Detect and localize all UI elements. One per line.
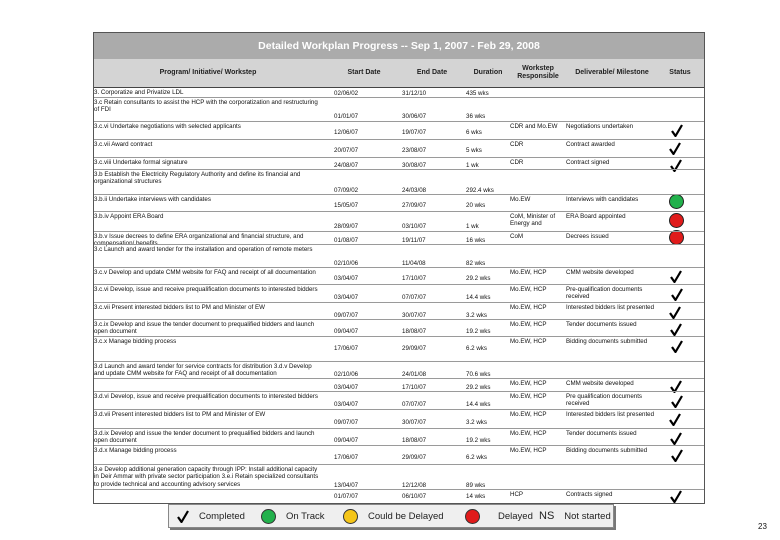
row-5-duration: 292.4 wks (466, 187, 494, 194)
row-7-program: 3.b.iv Appoint ERA Board (94, 213, 164, 220)
row-13-program: 3.c.ix Develop and issue the tender document to prequalified bidders and launch open document (94, 321, 315, 336)
row-19-program: 3.d.ix Develop and issue the tender document to prequalified bidders and launch open document (94, 430, 315, 445)
row-9-duration: 82 wks (466, 260, 486, 267)
legend-not-started (539, 505, 611, 527)
row-22-start: 01/07/07 (334, 493, 359, 500)
row-17-end: 07/07/07 (402, 401, 427, 408)
row-separator (94, 244, 704, 245)
row-4-deliverable: Contract signed (566, 159, 610, 166)
row-13-start: 09/04/07 (334, 328, 359, 335)
row-separator (94, 302, 704, 303)
row-14-end: 29/09/07 (402, 345, 427, 352)
row-6-duration: 20 wks (466, 202, 486, 209)
row-8-end: 19/11/07 (402, 237, 426, 244)
red-status-icon (669, 230, 687, 248)
row-8-deliverable: Decrees issued (566, 233, 609, 240)
red-status-icon (465, 509, 480, 524)
green-status-icon (669, 194, 687, 212)
row-7-responsible: CoM, Minister of Energy and (510, 213, 556, 228)
row-18-responsible: Mo.EW, HCP (510, 411, 547, 418)
completed-check-icon (669, 139, 687, 157)
row-6-program: 3.b.ii Undertake interviews with candidates (94, 196, 211, 203)
row-12-start: 09/07/07 (334, 312, 359, 319)
legend-delayed (465, 505, 533, 527)
row-18-program: 3.d.vii Present interested bidders list to PM and Minister of EW (94, 411, 266, 418)
row-1-end: 30/06/07 (402, 113, 427, 120)
row-11-start: 03/04/07 (334, 294, 359, 301)
row-9-start: 02/10/06 (334, 260, 359, 267)
row-13-responsible: Mo.EW, HCP (510, 321, 547, 328)
legend-delayed-label: Delayed (498, 510, 533, 522)
row-20-duration: 6.2 wks (466, 454, 487, 461)
row-separator (94, 319, 704, 320)
completed-check-icon (669, 446, 687, 464)
row-19-end: 18/08/07 (402, 437, 427, 444)
row-separator (94, 194, 704, 195)
row-15-program: 3.d Launch and award tender for service contracts for distribution 3.d.v Develop and update CMM website for FAQ and receipt of all documentation (94, 363, 312, 378)
legend-completed (177, 505, 245, 527)
row-separator (94, 489, 704, 490)
row-22-duration: 14 wks (466, 493, 486, 500)
completed-check-icon (669, 429, 687, 447)
row-3-program: 3.c.vii Award contract (94, 141, 153, 148)
row-22-responsible: HCP (510, 491, 524, 498)
row-10-responsible: Mo.EW, HCP (510, 269, 547, 276)
row-2-start: 12/06/07 (334, 129, 359, 136)
row-4-duration: 1 wk (466, 162, 479, 169)
row-12-duration: 3.2 wks (466, 312, 487, 319)
completed-check-icon (669, 285, 687, 303)
row-15-end: 24/01/08 (402, 371, 427, 378)
row-11-deliverable: Pre-qualification documents received (566, 286, 643, 301)
row-3-deliverable: Contract awarded (566, 141, 615, 148)
row-7-duration: 1 wk (466, 223, 479, 230)
row-20-end: 29/09/07 (402, 454, 427, 461)
row-10-start: 03/04/07 (334, 275, 359, 282)
row-12-responsible: Mo.EW, HCP (510, 304, 547, 311)
row-11-duration: 14.4 wks (466, 294, 491, 301)
row-8-responsible: CoM (510, 233, 524, 240)
row-separator (94, 361, 704, 362)
row-3-start: 20/07/07 (334, 147, 359, 154)
row-19-deliverable: Tender documents issued (566, 430, 637, 437)
row-18-deliverable: Interested bidders list presented (566, 411, 655, 418)
row-2-responsible: CDR and Mo.EW (510, 123, 558, 130)
header-end-date: End Date (416, 69, 448, 76)
row-6-end: 27/09/07 (402, 202, 427, 209)
legend-ns-abbr: NS (539, 510, 555, 522)
row-9-end: 11/04/08 (402, 260, 426, 267)
row-5-program: 3.b Establish the Electricity Regulatory Authority and define its financial and organizational structures (94, 171, 301, 186)
row-16-responsible: Mo.EW, HCP (510, 380, 547, 387)
row-separator (94, 121, 704, 122)
row-separator (94, 409, 704, 410)
row-separator (94, 391, 704, 392)
header-duration: Duration (473, 69, 503, 76)
legend-not-started-label: Not started (564, 510, 611, 522)
status-legend (168, 504, 614, 528)
legend-on-track (261, 505, 325, 527)
row-0-start: 02/06/02 (334, 90, 359, 97)
row-2-duration: 6 wks (466, 129, 482, 136)
row-15-duration: 70.6 wks (466, 371, 491, 378)
row-2-deliverable: Negotiations undertaken (566, 123, 634, 130)
row-separator (94, 445, 704, 446)
completed-check-icon (669, 410, 687, 428)
row-separator (94, 231, 704, 232)
completed-check-icon (669, 320, 687, 338)
row-21-program: 3.e Develop additional generation capacity through IPP: Install additional capacity in Deir Ammar with private sector participation 3.e.i Retain specialized consultants to provide technical and accounting advisory services (94, 466, 319, 488)
table-title: Detailed Workplan Progress -- Sep 1, 2007 - Feb 29, 2008 (94, 33, 704, 59)
row-0-end: 31/12/10 (402, 90, 427, 97)
row-16-start: 03/04/07 (334, 384, 359, 391)
row-19-duration: 19.2 wks (466, 437, 491, 444)
row-3-responsible: CDR (510, 141, 524, 148)
row-10-deliverable: CMM website developed (566, 269, 634, 276)
row-10-duration: 29.2 wks (466, 275, 491, 282)
row-14-responsible: Mo.EW, HCP (510, 338, 547, 345)
row-5-start: 07/09/02 (334, 187, 359, 194)
row-1-duration: 36 wks (466, 113, 486, 120)
row-separator (94, 428, 704, 429)
row-17-responsible: Mo.EW, HCP (510, 393, 547, 400)
row-1-program: 3.c Retain consultants to assist the HCP with the corporatization and restructuring of FDI (94, 99, 318, 114)
row-separator (94, 378, 704, 379)
row-14-start: 17/06/07 (334, 345, 359, 352)
row-19-start: 09/04/07 (334, 437, 359, 444)
row-18-end: 30/07/07 (402, 419, 427, 426)
row-separator (94, 267, 704, 268)
row-18-duration: 3.2 wks (466, 419, 487, 426)
row-0-program: 3. Corporatize and Privatize LDL (94, 89, 184, 96)
row-13-duration: 19.2 wks (466, 328, 491, 335)
checkmark-icon (177, 510, 189, 523)
row-13-deliverable: Tender documents issued (566, 321, 637, 328)
column-header-row (94, 59, 704, 88)
red-status-icon (669, 213, 687, 231)
row-17-duration: 14.4 wks (466, 401, 491, 408)
row-17-program: 3.d.vi Develop, issue and receive prequalification documents to interested bidders (94, 393, 318, 400)
row-5-end: 24/03/08 (402, 187, 427, 194)
completed-check-icon (669, 392, 687, 410)
header-responsible: Workstep Responsible (517, 65, 559, 80)
row-7-end: 03/10/07 (402, 223, 427, 230)
row-20-program: 3.d.x Manage bidding process (94, 447, 177, 454)
row-0-duration: 435 wks (466, 90, 489, 97)
workplan-table (93, 32, 705, 504)
row-4-start: 24/08/07 (334, 162, 359, 169)
row-17-deliverable: Pre qualification documents received (566, 393, 643, 408)
legend-could-be-delayed (343, 505, 444, 527)
row-20-start: 17/06/07 (334, 454, 359, 461)
row-12-program: 3.c.vii Present interested bidders list to PM and Minister of EW (94, 304, 265, 311)
row-2-end: 19/07/07 (402, 129, 427, 136)
row-6-start: 15/05/07 (334, 202, 359, 209)
row-separator (94, 336, 704, 337)
row-11-end: 07/07/07 (402, 294, 427, 301)
yellow-status-icon (343, 509, 358, 524)
row-14-duration: 6.2 wks (466, 345, 487, 352)
row-11-responsible: Mo.EW, HCP (510, 286, 547, 293)
row-9-program: 3.c Launch and award tender for the installation and operation of remote meters (94, 246, 313, 253)
row-20-deliverable: Bidding documents submitted (566, 447, 648, 454)
row-16-end: 17/10/07 (402, 384, 427, 391)
row-separator (94, 97, 704, 98)
row-19-responsible: Mo.EW, HCP (510, 430, 547, 437)
legend-on-track-label: On Track (286, 510, 325, 522)
row-20-responsible: Mo.EW, HCP (510, 447, 547, 454)
row-7-start: 28/09/07 (334, 223, 359, 230)
row-13-end: 18/08/07 (402, 328, 427, 335)
row-separator (94, 211, 704, 212)
row-7-deliverable: ERA Board appointed (566, 213, 626, 220)
row-1-start: 01/01/07 (334, 113, 359, 120)
row-separator (94, 464, 704, 465)
row-4-program: 3.c.viii Undertake formal signature (94, 159, 188, 166)
row-15-start: 02/10/06 (334, 371, 359, 378)
row-16-deliverable: CMM website developed (566, 380, 634, 387)
row-21-duration: 89 wks (466, 482, 486, 489)
legend-could-be-delayed-label: Could be Delayed (368, 510, 444, 522)
row-6-responsible: Mo.EW (510, 196, 531, 203)
row-12-deliverable: Interested bidders list presented (566, 304, 655, 311)
row-18-start: 09/07/07 (334, 419, 359, 426)
row-12-end: 30/07/07 (402, 312, 427, 319)
row-4-end: 30/08/07 (402, 162, 427, 169)
row-3-duration: 5 wks (466, 147, 482, 154)
green-status-icon (261, 509, 276, 524)
page-number: 23 (758, 522, 767, 531)
row-separator (94, 139, 704, 140)
row-22-deliverable: Contracts signed (566, 491, 613, 498)
row-3-end: 23/08/07 (402, 147, 427, 154)
row-14-deliverable: Bidding documents submitted (566, 338, 648, 345)
header-program: Program/ Initiative/ Workstep (159, 69, 257, 76)
completed-check-icon (669, 156, 687, 174)
row-21-start: 13/04/07 (334, 482, 359, 489)
row-4-responsible: CDR (510, 159, 524, 166)
row-8-duration: 16 wks (466, 237, 486, 244)
row-separator (94, 169, 704, 170)
row-8-start: 01/08/07 (334, 237, 359, 244)
row-17-start: 03/04/07 (334, 401, 359, 408)
completed-check-icon (669, 267, 687, 285)
legend-completed-label: Completed (199, 510, 245, 522)
row-11-program: 3.c.vi Develop, issue and receive prequalification documents to interested bidders (94, 286, 318, 293)
header-deliverable: Deliverable/ Milestone (575, 69, 649, 76)
row-separator (94, 284, 704, 285)
row-10-program: 3.c.v Develop and update CMM website for FAQ and receipt of all documentation (94, 269, 316, 276)
row-8-program: 3.b.v Issue decrees to define ERA organizational and financial structure, and compensation/ benefits (94, 233, 304, 248)
completed-check-icon (669, 337, 687, 355)
row-separator (94, 157, 704, 158)
row-21-end: 12/12/08 (402, 482, 427, 489)
row-14-program: 3.c.x Manage bidding process (94, 338, 177, 345)
header-status: Status (669, 69, 691, 76)
row-22-end: 06/10/07 (402, 493, 427, 500)
row-10-end: 17/10/07 (402, 275, 427, 282)
completed-check-icon (669, 121, 687, 139)
row-16-duration: 29.2 wks (466, 384, 491, 391)
row-2-program: 3.c.vi Undertake negotiations with selected applicants (94, 123, 241, 130)
row-6-deliverable: Interviews with candidates (566, 196, 639, 203)
header-start-date: Start Date (347, 69, 381, 76)
